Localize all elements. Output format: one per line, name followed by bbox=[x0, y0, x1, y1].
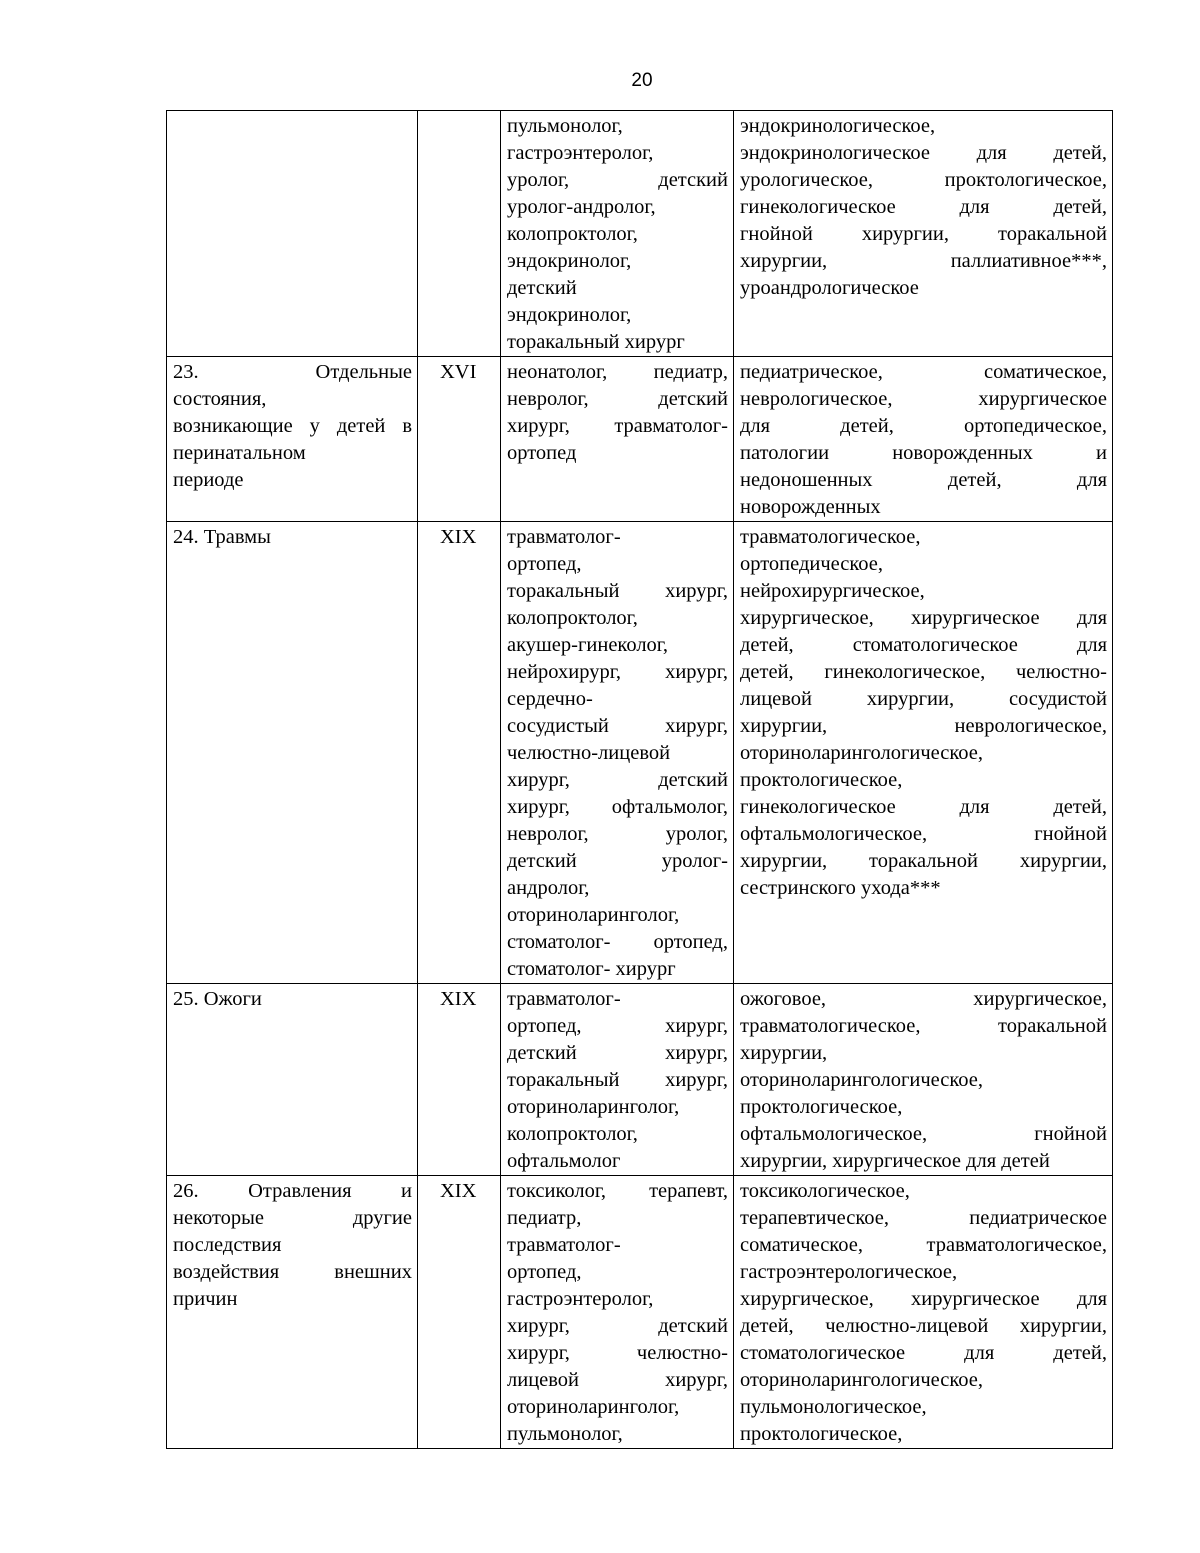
specialists-cell-line: сердечно- bbox=[507, 688, 593, 710]
specialists-cell-line: оториноларинголог, bbox=[507, 1396, 680, 1418]
profiles-cell-line: стоматологическое для детей, bbox=[740, 1342, 1107, 1364]
specialists-cell-line: травматолог- bbox=[507, 988, 621, 1010]
specialists-cell-line: торакальный хирург, bbox=[507, 1069, 728, 1091]
profiles-cell-line: гинекологическое для детей, bbox=[740, 196, 1107, 218]
profiles-cell-line: нейрохирургическое, bbox=[740, 580, 925, 602]
specialists-cell-line: неонатолог, педиатр, bbox=[507, 361, 728, 383]
specialists-cell-line: пульмонолог, bbox=[507, 1423, 623, 1445]
table-row bbox=[167, 357, 1113, 522]
specialists-cell-line: детский уролог- bbox=[507, 850, 728, 872]
disease-cell-line: периоде bbox=[173, 469, 244, 491]
profiles-cell-line: соматическое, травматологическое, bbox=[740, 1234, 1107, 1256]
specialists-cell-line: пульмонолог, bbox=[507, 115, 623, 137]
specialists-cell-line: детский хирург, bbox=[507, 1042, 728, 1064]
profiles-cell-line: новорожденных bbox=[740, 496, 881, 518]
specialists-cell bbox=[501, 522, 734, 984]
specialists-cell-line: челюстно-лицевой bbox=[507, 742, 671, 764]
specialists-cell-line: эндокринолог, bbox=[507, 250, 632, 272]
specialists-cell-line: торакальный хирург, bbox=[507, 580, 728, 602]
profiles-cell bbox=[734, 1176, 1113, 1449]
specialists-cell-line: торакальный хирург bbox=[507, 331, 685, 353]
specialists-cell-line: оториноларинголог, bbox=[507, 1096, 680, 1118]
profiles-cell-line: офтальмологическое, гнойной bbox=[740, 1123, 1107, 1145]
specialists-cell-line: педиатр, bbox=[507, 1207, 582, 1229]
table-row bbox=[167, 111, 1113, 357]
disease-cell bbox=[167, 111, 418, 357]
specialists-cell-line: детский bbox=[507, 277, 577, 299]
profiles-cell-line: пульмонологическое, bbox=[740, 1396, 927, 1418]
profiles-cell-line: токсикологическое, bbox=[740, 1180, 910, 1202]
icd-class-cell: XIX bbox=[418, 1176, 501, 1449]
profiles-cell-line: хирургическое, хирургическое для bbox=[740, 1288, 1107, 1310]
profiles-cell-line: травматологическое, торакальной bbox=[740, 1015, 1107, 1037]
table-body bbox=[167, 111, 1113, 1449]
specialists-cell-line: хирург, офтальмолог, bbox=[507, 796, 728, 818]
profiles-cell-line: детей, челюстно-лицевой хирургии, bbox=[740, 1315, 1107, 1337]
specialists-cell-line: колопроктолог, bbox=[507, 1123, 638, 1145]
specialists-cell bbox=[501, 984, 734, 1176]
care-profiles-table bbox=[166, 110, 1113, 1449]
specialists-cell-line: травматолог- bbox=[507, 1234, 621, 1256]
specialists-cell-line: невролог, уролог, bbox=[507, 823, 728, 845]
specialists-cell-line: стоматолог- ортопед, bbox=[507, 931, 728, 953]
specialists-cell-line: эндокринолог, bbox=[507, 304, 632, 326]
profiles-cell-line: проктологическое, bbox=[740, 1096, 903, 1118]
disease-cell-line: перинатальном bbox=[173, 442, 306, 464]
profiles-cell-line: сестринского ухода*** bbox=[740, 877, 941, 899]
disease-cell bbox=[167, 522, 418, 984]
specialists-cell-line: сосудистый хирург, bbox=[507, 715, 728, 737]
specialists-cell-line: хирург, челюстно- bbox=[507, 1342, 728, 1364]
specialists-cell-line: хирург, детский bbox=[507, 1315, 728, 1337]
table-row bbox=[167, 984, 1113, 1176]
profiles-cell-line: педиатрическое, соматическое, bbox=[740, 361, 1107, 383]
specialists-cell-line: уролог-андролог, bbox=[507, 196, 656, 218]
profiles-cell bbox=[734, 522, 1113, 984]
profiles-cell-line: неврологическое, хирургическое bbox=[740, 388, 1107, 410]
specialists-cell-line: уролог, детский bbox=[507, 169, 728, 191]
specialists-cell-line: ортопед bbox=[507, 442, 577, 464]
table-row bbox=[167, 1176, 1113, 1449]
profiles-cell-line: детей, стоматологическое для bbox=[740, 634, 1107, 656]
profiles-cell-line: хирургическое, хирургическое для bbox=[740, 607, 1107, 629]
specialists-cell-line: хирург, травматолог- bbox=[507, 415, 728, 437]
disease-cell bbox=[167, 357, 418, 522]
specialists-cell-line: нейрохирург, хирург, bbox=[507, 661, 728, 683]
disease-cell-line: воздействия внешних bbox=[173, 1261, 412, 1283]
specialists-cell-line: ортопед, bbox=[507, 1261, 582, 1283]
specialists-cell-line: колопроктолог, bbox=[507, 223, 638, 245]
profiles-cell-line: проктологическое, bbox=[740, 769, 903, 791]
specialists-cell-line: ортопед, хирург, bbox=[507, 1015, 728, 1037]
profiles-cell-line: проктологическое, bbox=[740, 1423, 903, 1445]
specialists-cell-line: офтальмолог bbox=[507, 1150, 621, 1172]
specialists-cell-line: гастроэнтеролог, bbox=[507, 142, 654, 164]
profiles-cell-line: оториноларингологическое, bbox=[740, 742, 984, 764]
profiles-cell-line: оториноларингологическое, bbox=[740, 1369, 984, 1391]
specialists-cell bbox=[501, 111, 734, 357]
profiles-cell bbox=[734, 111, 1113, 357]
profiles-cell-line: гинекологическое для детей, bbox=[740, 796, 1107, 818]
disease-cell-line: возникающие у детей в bbox=[173, 415, 412, 437]
specialists-cell-line: токсиколог, терапевт, bbox=[507, 1180, 728, 1202]
page-number: 20 bbox=[631, 70, 653, 91]
specialists-cell-line: невролог, детский bbox=[507, 388, 728, 410]
specialists-cell bbox=[501, 1176, 734, 1449]
specialists-cell-line: хирург, детский bbox=[507, 769, 728, 791]
profiles-cell-line: эндокринологическое для детей, bbox=[740, 142, 1107, 164]
profiles-cell-line: недоношенных детей, для bbox=[740, 469, 1107, 491]
icd-class-cell: XIX bbox=[418, 984, 501, 1176]
profiles-cell bbox=[734, 984, 1113, 1176]
profiles-cell-line: хирургии, неврологическое, bbox=[740, 715, 1107, 737]
profiles-cell-line: патологии новорожденных и bbox=[740, 442, 1107, 464]
specialists-cell-line: лицевой хирург, bbox=[507, 1369, 728, 1391]
disease-cell bbox=[167, 1176, 418, 1449]
profiles-cell-line: урологическое, проктологическое, bbox=[740, 169, 1107, 191]
profiles-cell-line: хирургии, хирургическое для детей bbox=[740, 1150, 1050, 1172]
disease-cell-line: некоторые другие bbox=[173, 1207, 412, 1229]
profiles-cell-line: для детей, ортопедическое, bbox=[740, 415, 1107, 437]
profiles-cell-line: гнойной хирургии, торакальной bbox=[740, 223, 1107, 245]
disease-cell-line: причин bbox=[173, 1288, 238, 1310]
profiles-cell-line: уроандрологическое bbox=[740, 277, 919, 299]
profiles-cell-line: ожоговое, хирургическое, bbox=[740, 988, 1107, 1010]
specialists-cell-line: стоматолог- хирург bbox=[507, 958, 676, 980]
specialists-cell-line: ортопед, bbox=[507, 553, 582, 575]
profiles-cell-line: офтальмологическое, гнойной bbox=[740, 823, 1107, 845]
icd-class-cell: XVI bbox=[418, 357, 501, 522]
disease-cell-line: 23. Отдельные bbox=[173, 361, 412, 383]
specialists-cell-line: гастроэнтеролог, bbox=[507, 1288, 654, 1310]
profiles-cell-line: детей, гинекологическое, челюстно- bbox=[740, 661, 1107, 683]
icd-class-cell bbox=[418, 111, 501, 357]
disease-cell-line: 26. Отравления и bbox=[173, 1180, 412, 1202]
disease-cell-line: состояния, bbox=[173, 388, 267, 410]
profiles-cell-line: ортопедическое, bbox=[740, 553, 884, 575]
disease-cell-line: 24. Травмы bbox=[173, 526, 271, 548]
disease-cell-line: 25. Ожоги bbox=[173, 988, 262, 1010]
disease-cell-line: последствия bbox=[173, 1234, 282, 1256]
profiles-cell-line: хирургии, паллиативное***, bbox=[740, 250, 1107, 272]
specialists-cell-line: травматолог- bbox=[507, 526, 621, 548]
profiles-cell-line: лицевой хирургии, сосудистой bbox=[740, 688, 1107, 710]
icd-class-cell: XIX bbox=[418, 522, 501, 984]
table-row bbox=[167, 522, 1113, 984]
profiles-cell-line: оториноларингологическое, bbox=[740, 1069, 984, 1091]
profiles-cell-line: гастроэнтерологическое, bbox=[740, 1261, 958, 1283]
specialists-cell-line: колопроктолог, bbox=[507, 607, 638, 629]
profiles-cell-line: травматологическое, bbox=[740, 526, 921, 548]
profiles-cell-line: хирургии, bbox=[740, 1042, 828, 1064]
profiles-cell-line: терапевтическое, педиатрическое bbox=[740, 1207, 1107, 1229]
profiles-cell-line: эндокринологическое, bbox=[740, 115, 936, 137]
specialists-cell-line: андролог, bbox=[507, 877, 590, 899]
profiles-cell bbox=[734, 357, 1113, 522]
disease-cell bbox=[167, 984, 418, 1176]
specialists-cell-line: оториноларинголог, bbox=[507, 904, 680, 926]
profiles-cell-line: хирургии, торакальной хирургии, bbox=[740, 850, 1107, 872]
specialists-cell-line: акушер-гинеколог, bbox=[507, 634, 669, 656]
specialists-cell bbox=[501, 357, 734, 522]
